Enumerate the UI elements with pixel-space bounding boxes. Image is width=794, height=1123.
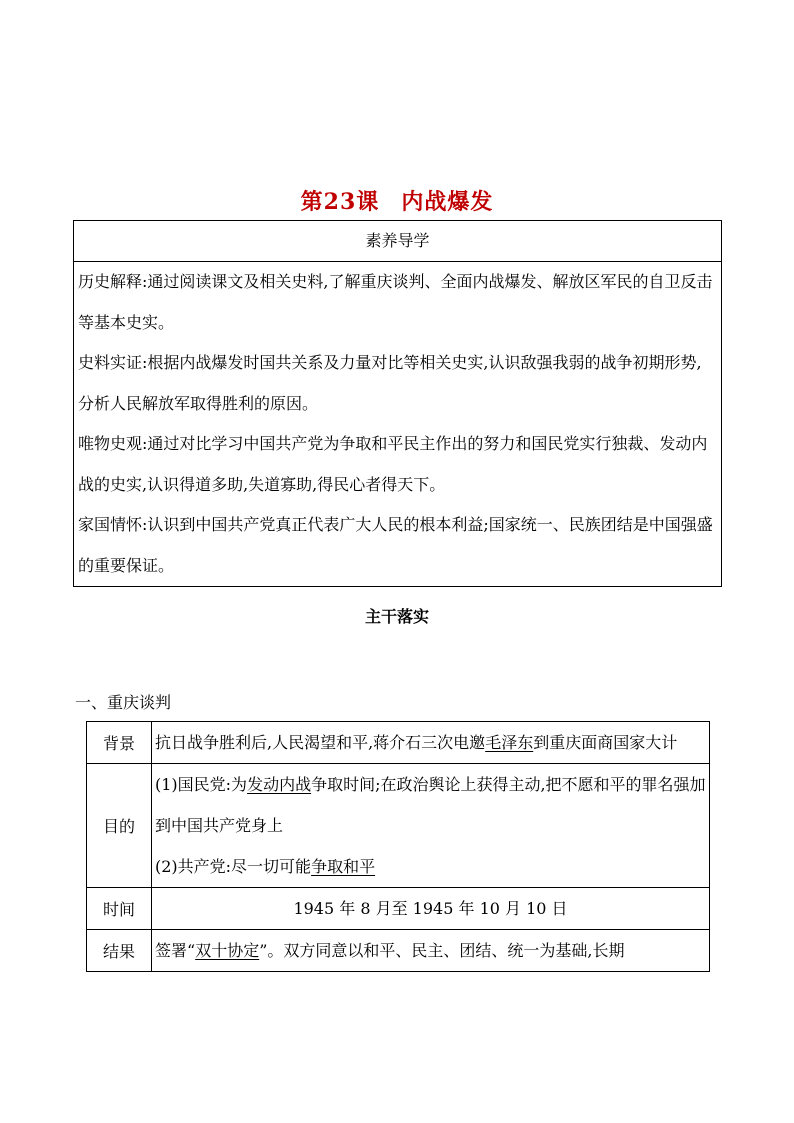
text-segment: 到重庆面商国家大计: [533, 733, 678, 752]
guide-paragraph-patriotism: 家国情怀:认识到中国共产党真正代表广大人民的根本利益;国家统一、民族团结是中国强盛的重要保证。: [78, 515, 713, 575]
guide-body: [74, 262, 722, 587]
text-segment: 抗日战争胜利后,人民渴望和平,蒋介石三次电邀: [155, 733, 486, 752]
table-row: [87, 930, 710, 972]
purpose-cpc: [155, 846, 706, 887]
section-title: 主干落实: [364, 607, 429, 626]
table-row: [87, 888, 710, 930]
guide-header: 素养导学: [74, 221, 722, 262]
row-content-time: 1945 年 8 月至 1945 年 10 月 10 日: [152, 888, 710, 930]
lesson-suffix: 课: [356, 190, 380, 215]
lesson-number: 23: [323, 189, 357, 215]
row-label-time: 时间: [87, 888, 152, 930]
guide-paragraph-history-interpretation: 历史解释:通过阅读课文及相关史料,了解重庆谈判、全面内战爆发、解放区军民的自卫反击等基本史实。: [78, 272, 713, 332]
table-row: [87, 764, 710, 888]
row-content-background: [152, 722, 710, 764]
underlined-answer: 双十协定: [195, 941, 260, 960]
guide-paragraph-materialism: 唯物史观:通过对比学习中国共产党为争取和平民主作出的努力和国民党实行独裁、发动内战的史实,认识得道多助,失道寡助,得民心者得天下。: [78, 434, 708, 494]
underlined-answer: 毛泽东: [485, 733, 534, 752]
text-segment: 争取时间;在政治舆论上获得主动,把不愿和平的罪名强加到中国共产党身上: [155, 775, 706, 835]
underlined-answer: 发动内战: [247, 775, 312, 794]
table-row: [87, 722, 710, 764]
underlined-answer: 争取和平: [311, 857, 376, 876]
text-segment: (1)国民党:为: [155, 775, 248, 794]
guide-paragraph-evidence: 史料实证:根据内战爆发时国共关系及力量对比等相关史实,认识敌强我弱的战争初期形势,分析人民解放军取得胜利的原因。: [78, 353, 702, 413]
lesson-name: 内战爆发: [401, 190, 494, 215]
text-segment: (2)共产党:尽一切可能: [155, 857, 312, 876]
lesson-title: [0, 185, 794, 216]
literacy-guide-box: [73, 220, 722, 587]
chongqing-negotiation-table: [86, 721, 710, 972]
purpose-kmt: [155, 764, 706, 846]
row-content-result: [152, 930, 710, 972]
row-content-purpose: [152, 764, 710, 888]
text-segment: ”。双方同意以和平、民主、团结、统一为基础,长期: [259, 941, 625, 960]
row-label-purpose: 目的: [87, 764, 152, 888]
sub-heading: 一、重庆谈判: [75, 693, 172, 712]
row-label-background: 背景: [87, 722, 152, 764]
row-label-result: 结果: [87, 930, 152, 972]
lesson-prefix: 第: [300, 190, 324, 215]
text-segment: 签署“: [155, 941, 196, 960]
